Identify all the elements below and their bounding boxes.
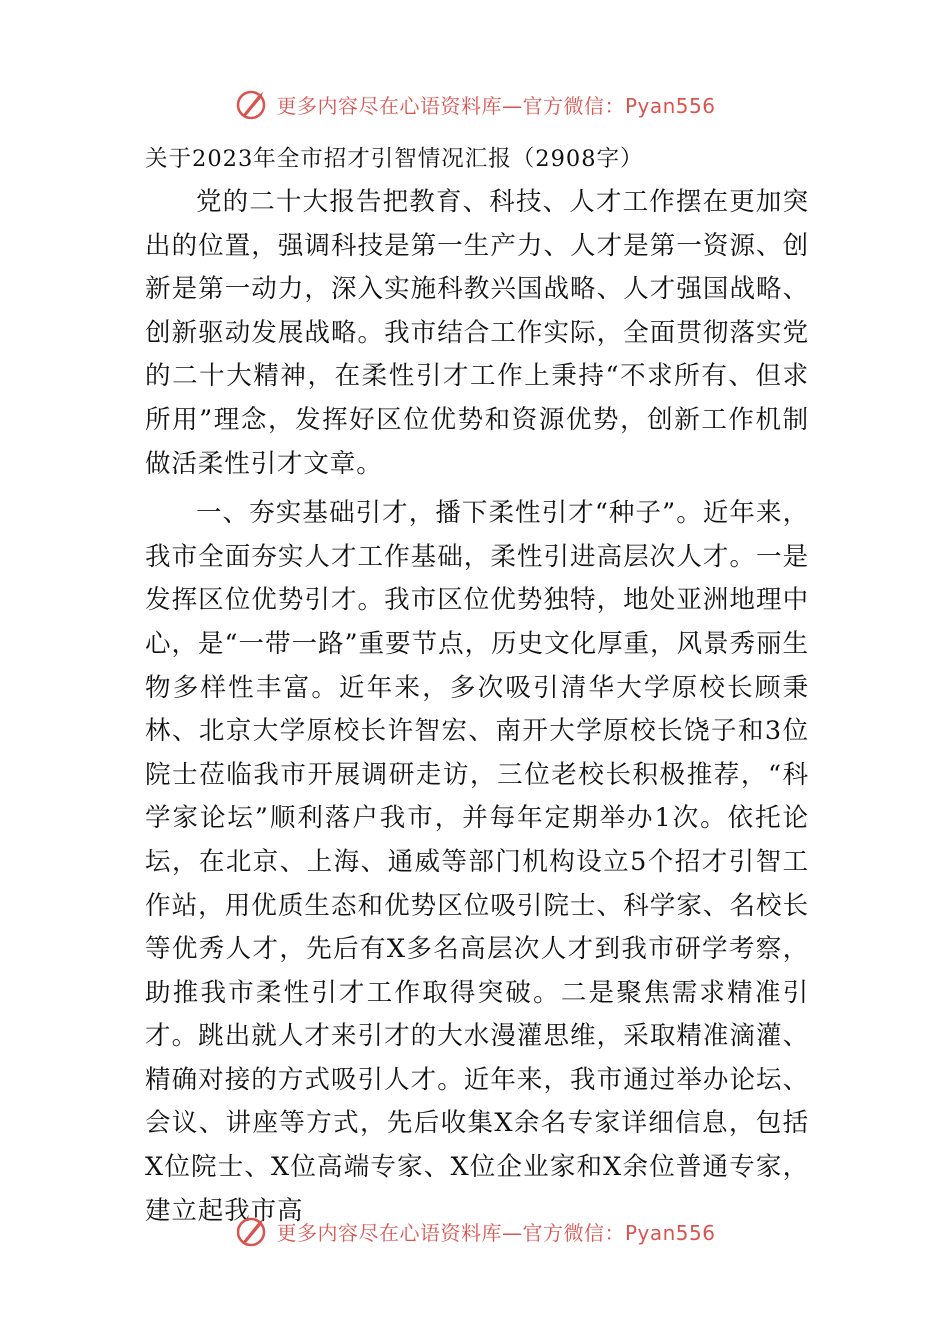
watermark-text: 更多内容尽在心语资料库—官方微信：Pyan556 (276, 93, 716, 118)
paragraph-section-one: 一、夯实基础引才，播下柔性引才“种子”。近年来，我市全面夯实人才工作基础，柔性引进高层次人才。一是发挥区位优势引才。我市区位优势独特，地处亚洲地理中心，是“一带一路”重要节点，历史文化厚重，风景秀丽生物多样性丰富。近年来，多次吸引清华大学原校长顾秉林、北京大学原校长许智宏、南开大学原校长饶子和3位院士莅临我市开展调研走访，三位老校长积极推荐，“科学家论坛”顺利落户我市，并每年定期举办1次。依托论坛，在北京、上海、通威等部门机构设立5个招才引智工作站，用优质生态和优势区位吸引院士、科学家、名校长等优秀人才，先后有X多名高层次人才到我市研学考察，助推我市柔性引才工作取得突破。二是聚焦需求精准引才。跳出就人才来引才的大水漫灌思维，采取精准滴灌、精确对接的方式吸引人才。近年来，我市通过举办论坛、会议、讲座等方式，先后收集X余名专家详细信息，包括X位院士、X位高端专家、X位企业家和X余位普通专家，建立起我市高 (145, 498, 809, 1226)
watermark-text: 更多内容尽在心语资料库—官方微信：Pyan556 (276, 1220, 716, 1245)
watermark-header (0, 82, 950, 126)
pen-logo-icon (234, 86, 270, 122)
document-body (145, 143, 809, 1233)
pen-logo-icon (234, 1213, 270, 1249)
watermark-footer (0, 1209, 950, 1253)
document-title: 关于2023年全市招才引智情况汇报（2908字） (145, 146, 644, 172)
paragraph-intro: 党的二十大报告把教育、科技、人才工作摆在更加突出的位置，强调科技是第一生产力、人才是第一资源、创新是第一动力，深入实施科教兴国战略、人才强国战略、创新驱动发展战略。我市结合工作实际，全面贯彻落实党的二十大精神，在柔性引才工作上秉持“不求所有、但求所用”理念，发挥好区位优势和资源优势，创新工作机制做活柔性引才文章。 (145, 187, 809, 479)
